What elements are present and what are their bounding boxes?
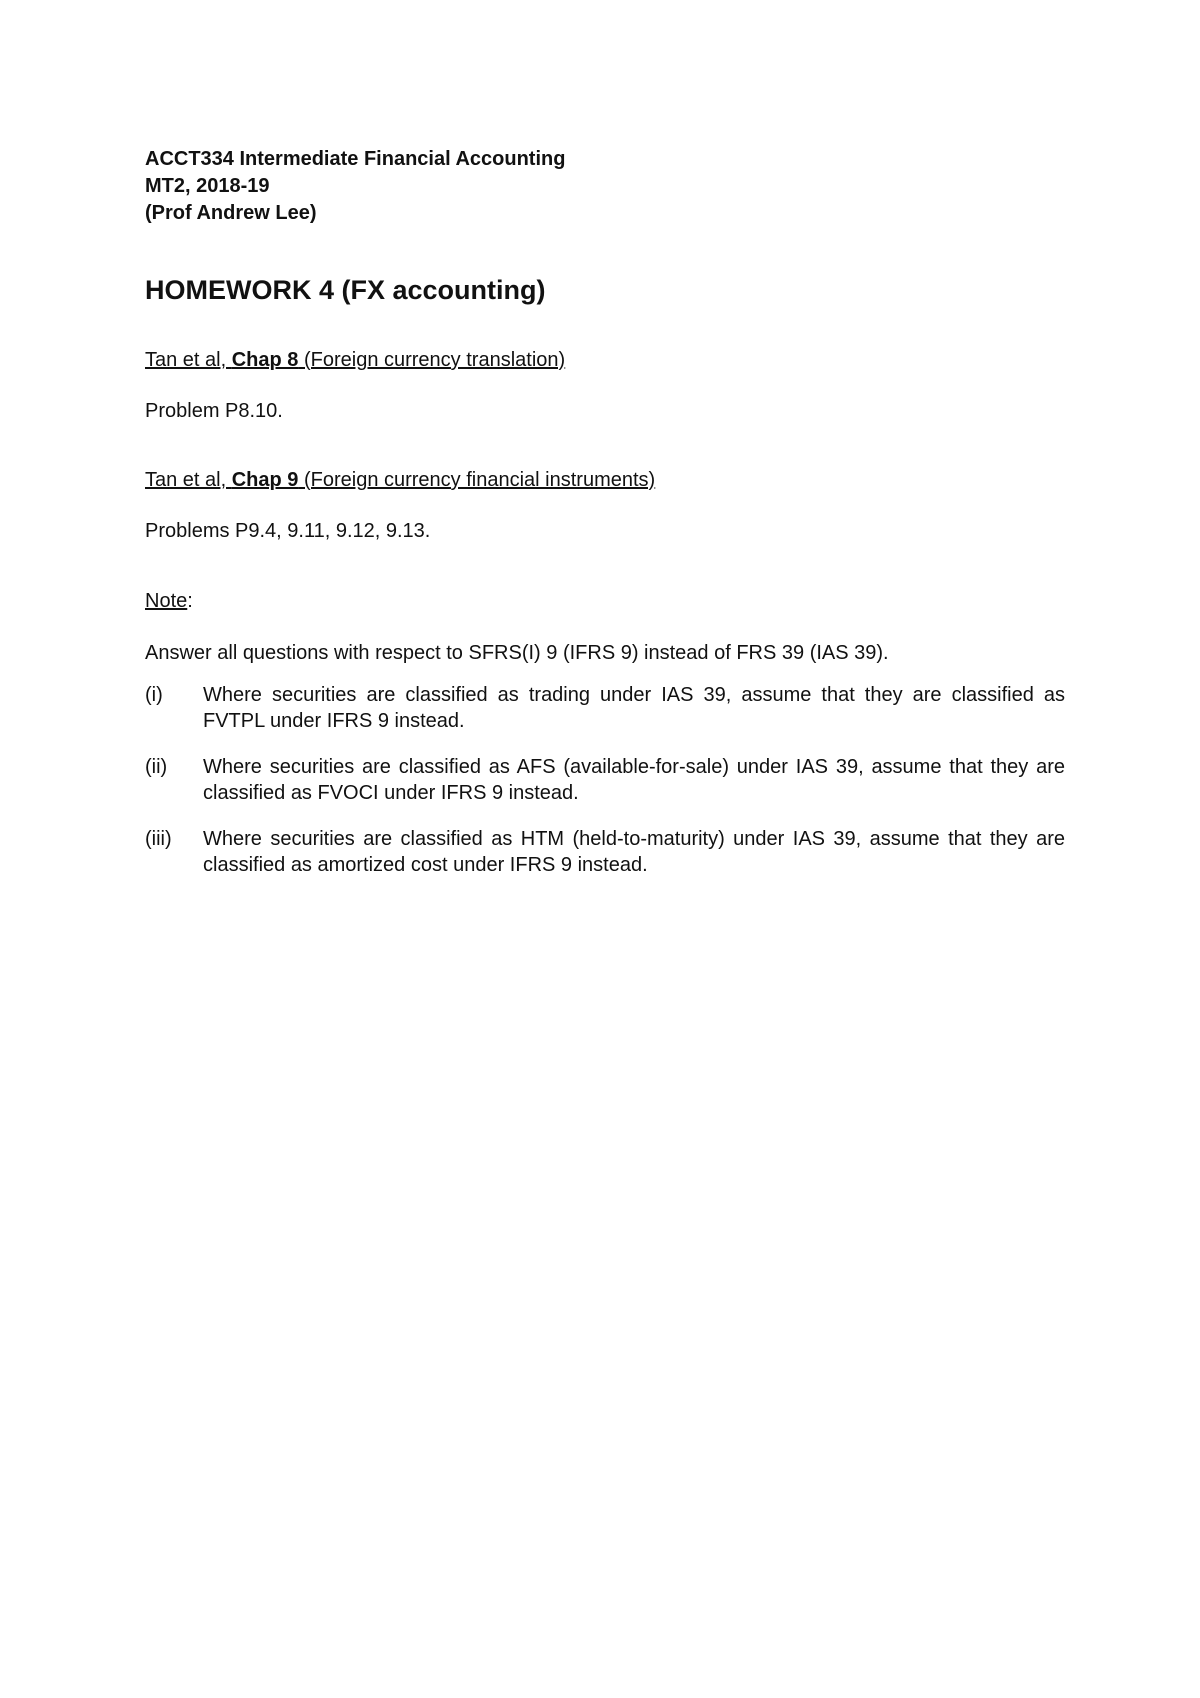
course-name: ACCT334 Intermediate Financial Accounting <box>145 148 566 170</box>
note-label: Note <box>145 590 188 612</box>
list-item-text: Where securities are classified as AFS (available-for-sale) under IAS 39, assume that they are classified as FVOCI under IFRS 9 instead. <box>203 756 1065 804</box>
section-topic: (Foreign currency financial instruments) <box>298 469 656 491</box>
note-heading <box>145 588 1065 614</box>
section-heading-chap8 <box>145 347 1065 373</box>
list-item <box>145 682 1065 734</box>
list-item <box>145 826 1065 878</box>
document-content <box>145 146 1065 898</box>
list-item-text: Where securities are classified as trading under IAS 39, assume that they are classified as FVTPL under IFRS 9 instead. <box>203 684 1065 732</box>
note-list <box>145 682 1065 878</box>
homework-title: HOMEWORK 4 (FX accounting) <box>145 275 546 305</box>
section-chapter: Chap 8 <box>231 349 299 371</box>
section-problems-chap8: Problem P8.10. <box>145 400 283 422</box>
course-instructor: (Prof Andrew Lee) <box>145 202 317 224</box>
section-topic: (Foreign currency translation) <box>298 349 566 371</box>
section-author: Tan et al, <box>145 349 232 371</box>
course-header <box>145 146 1065 227</box>
list-item <box>145 754 1065 806</box>
list-item-number: (i) <box>145 684 163 706</box>
list-item-number: (ii) <box>145 756 168 778</box>
section-problems-chap9: Problems P9.4, 9.11, 9.12, 9.13. <box>145 520 431 542</box>
note-intro: Answer all questions with respect to SFRS(I) 9 (IFRS 9) instead of FRS 39 (IAS 39). <box>145 642 889 664</box>
note-colon: : <box>187 590 193 612</box>
course-term: MT2, 2018-19 <box>145 175 270 197</box>
section-chapter: Chap 9 <box>231 469 299 491</box>
section-author: Tan et al, <box>145 469 232 491</box>
section-heading-chap9 <box>145 467 1065 493</box>
list-item-text: Where securities are classified as HTM (held-to-maturity) under IAS 39, assume that they are classified as amortized cost under IFRS 9 instead. <box>203 828 1065 876</box>
list-item-number: (iii) <box>145 828 172 850</box>
